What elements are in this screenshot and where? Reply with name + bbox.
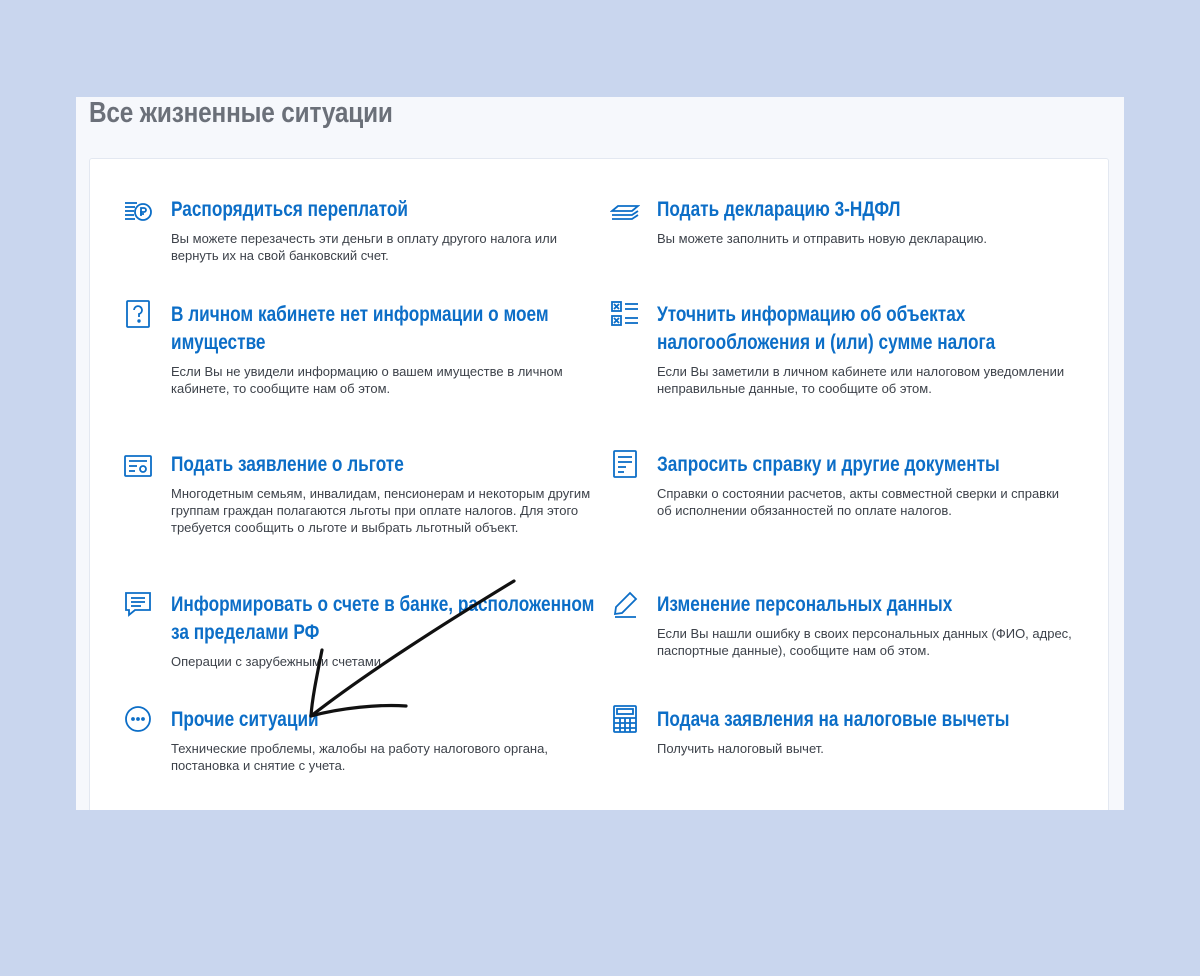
situation-desc: Справки о состоянии расчетов, акты совместной сверки и справки об исполнении обязанностей по оплате налогов. [657, 486, 1060, 518]
situation-desc: Операции с зарубежными счетами. [171, 654, 385, 669]
situation-item[interactable] [657, 706, 1077, 757]
situation-item[interactable] [171, 451, 591, 536]
situation-title[interactable]: Запросить справку и другие документы [657, 453, 1000, 476]
situation-desc: Если Вы нашли ошибку в своих персональных данных (ФИО, адрес, паспортные данные), сообщите нам об этом. [657, 626, 1072, 658]
situation-item[interactable] [171, 591, 595, 670]
situation-title[interactable]: Подача заявления на налоговые вычеты [657, 708, 1010, 731]
situation-item[interactable] [171, 706, 591, 774]
situation-desc: Вы можете перезачесть эти деньги в оплату другого налога или вернуть их на свой банковский счет. [171, 231, 558, 263]
ruble-coins-icon [123, 197, 153, 227]
more-icon [123, 704, 153, 734]
situation-desc: Технические проблемы, жалобы на работу налогового органа, постановка и снятие с учета. [171, 741, 548, 773]
situation-title[interactable]: В личном кабинете нет информации о моем имуществе [171, 303, 549, 354]
pencil-icon [610, 589, 640, 619]
situation-title[interactable]: Распорядиться переплатой [171, 198, 408, 221]
situation-item[interactable] [171, 301, 591, 397]
situation-desc: Если Вы заметили в личном кабинете или налоговом уведомлении неправильные данные, то сообщите об этом. [657, 364, 1065, 396]
situation-title[interactable]: Изменение персональных данных [657, 593, 953, 616]
certificate-icon [123, 451, 153, 481]
situation-item[interactable] [657, 451, 1077, 519]
situations-card [89, 158, 1109, 810]
situation-title[interactable]: Подать декларацию 3-НДФЛ [657, 198, 901, 221]
situation-item[interactable] [657, 591, 1077, 659]
situation-desc: Многодетным семьям, инвалидам, пенсионерам и некоторым другим группам граждан полагаются льготы при оплате налогов. Для этого требуется сообщить о льготе и выбрать льготный объект. [171, 486, 591, 535]
calculator-icon [610, 704, 640, 734]
situation-desc: Вы можете заполнить и отправить новую декларацию. [657, 231, 987, 246]
question-icon [123, 299, 153, 329]
situation-item[interactable] [657, 196, 1077, 247]
situation-title[interactable]: Уточнить информацию об объектах налогообложения и (или) сумме налога [657, 303, 996, 354]
situation-title[interactable]: Информировать о счете в банке, расположенном за пределами РФ [171, 593, 595, 644]
situation-desc: Получить налоговый вычет. [657, 741, 824, 756]
stack-documents-icon [610, 197, 640, 227]
page-title: Все жизненные ситуации [89, 97, 393, 129]
message-icon [123, 589, 153, 619]
checklist-icon [610, 299, 640, 329]
situation-item[interactable] [657, 301, 1077, 397]
situation-title[interactable]: Подать заявление о льготе [171, 453, 404, 476]
situation-item[interactable] [171, 196, 591, 264]
situation-desc: Если Вы не увидели информацию о вашем имуществе в личном кабинете, то сообщите нам об этом. [171, 364, 563, 396]
document-icon [610, 449, 640, 479]
browser-screenshot [76, 97, 1124, 810]
situation-title[interactable]: Прочие ситуации [171, 708, 319, 731]
